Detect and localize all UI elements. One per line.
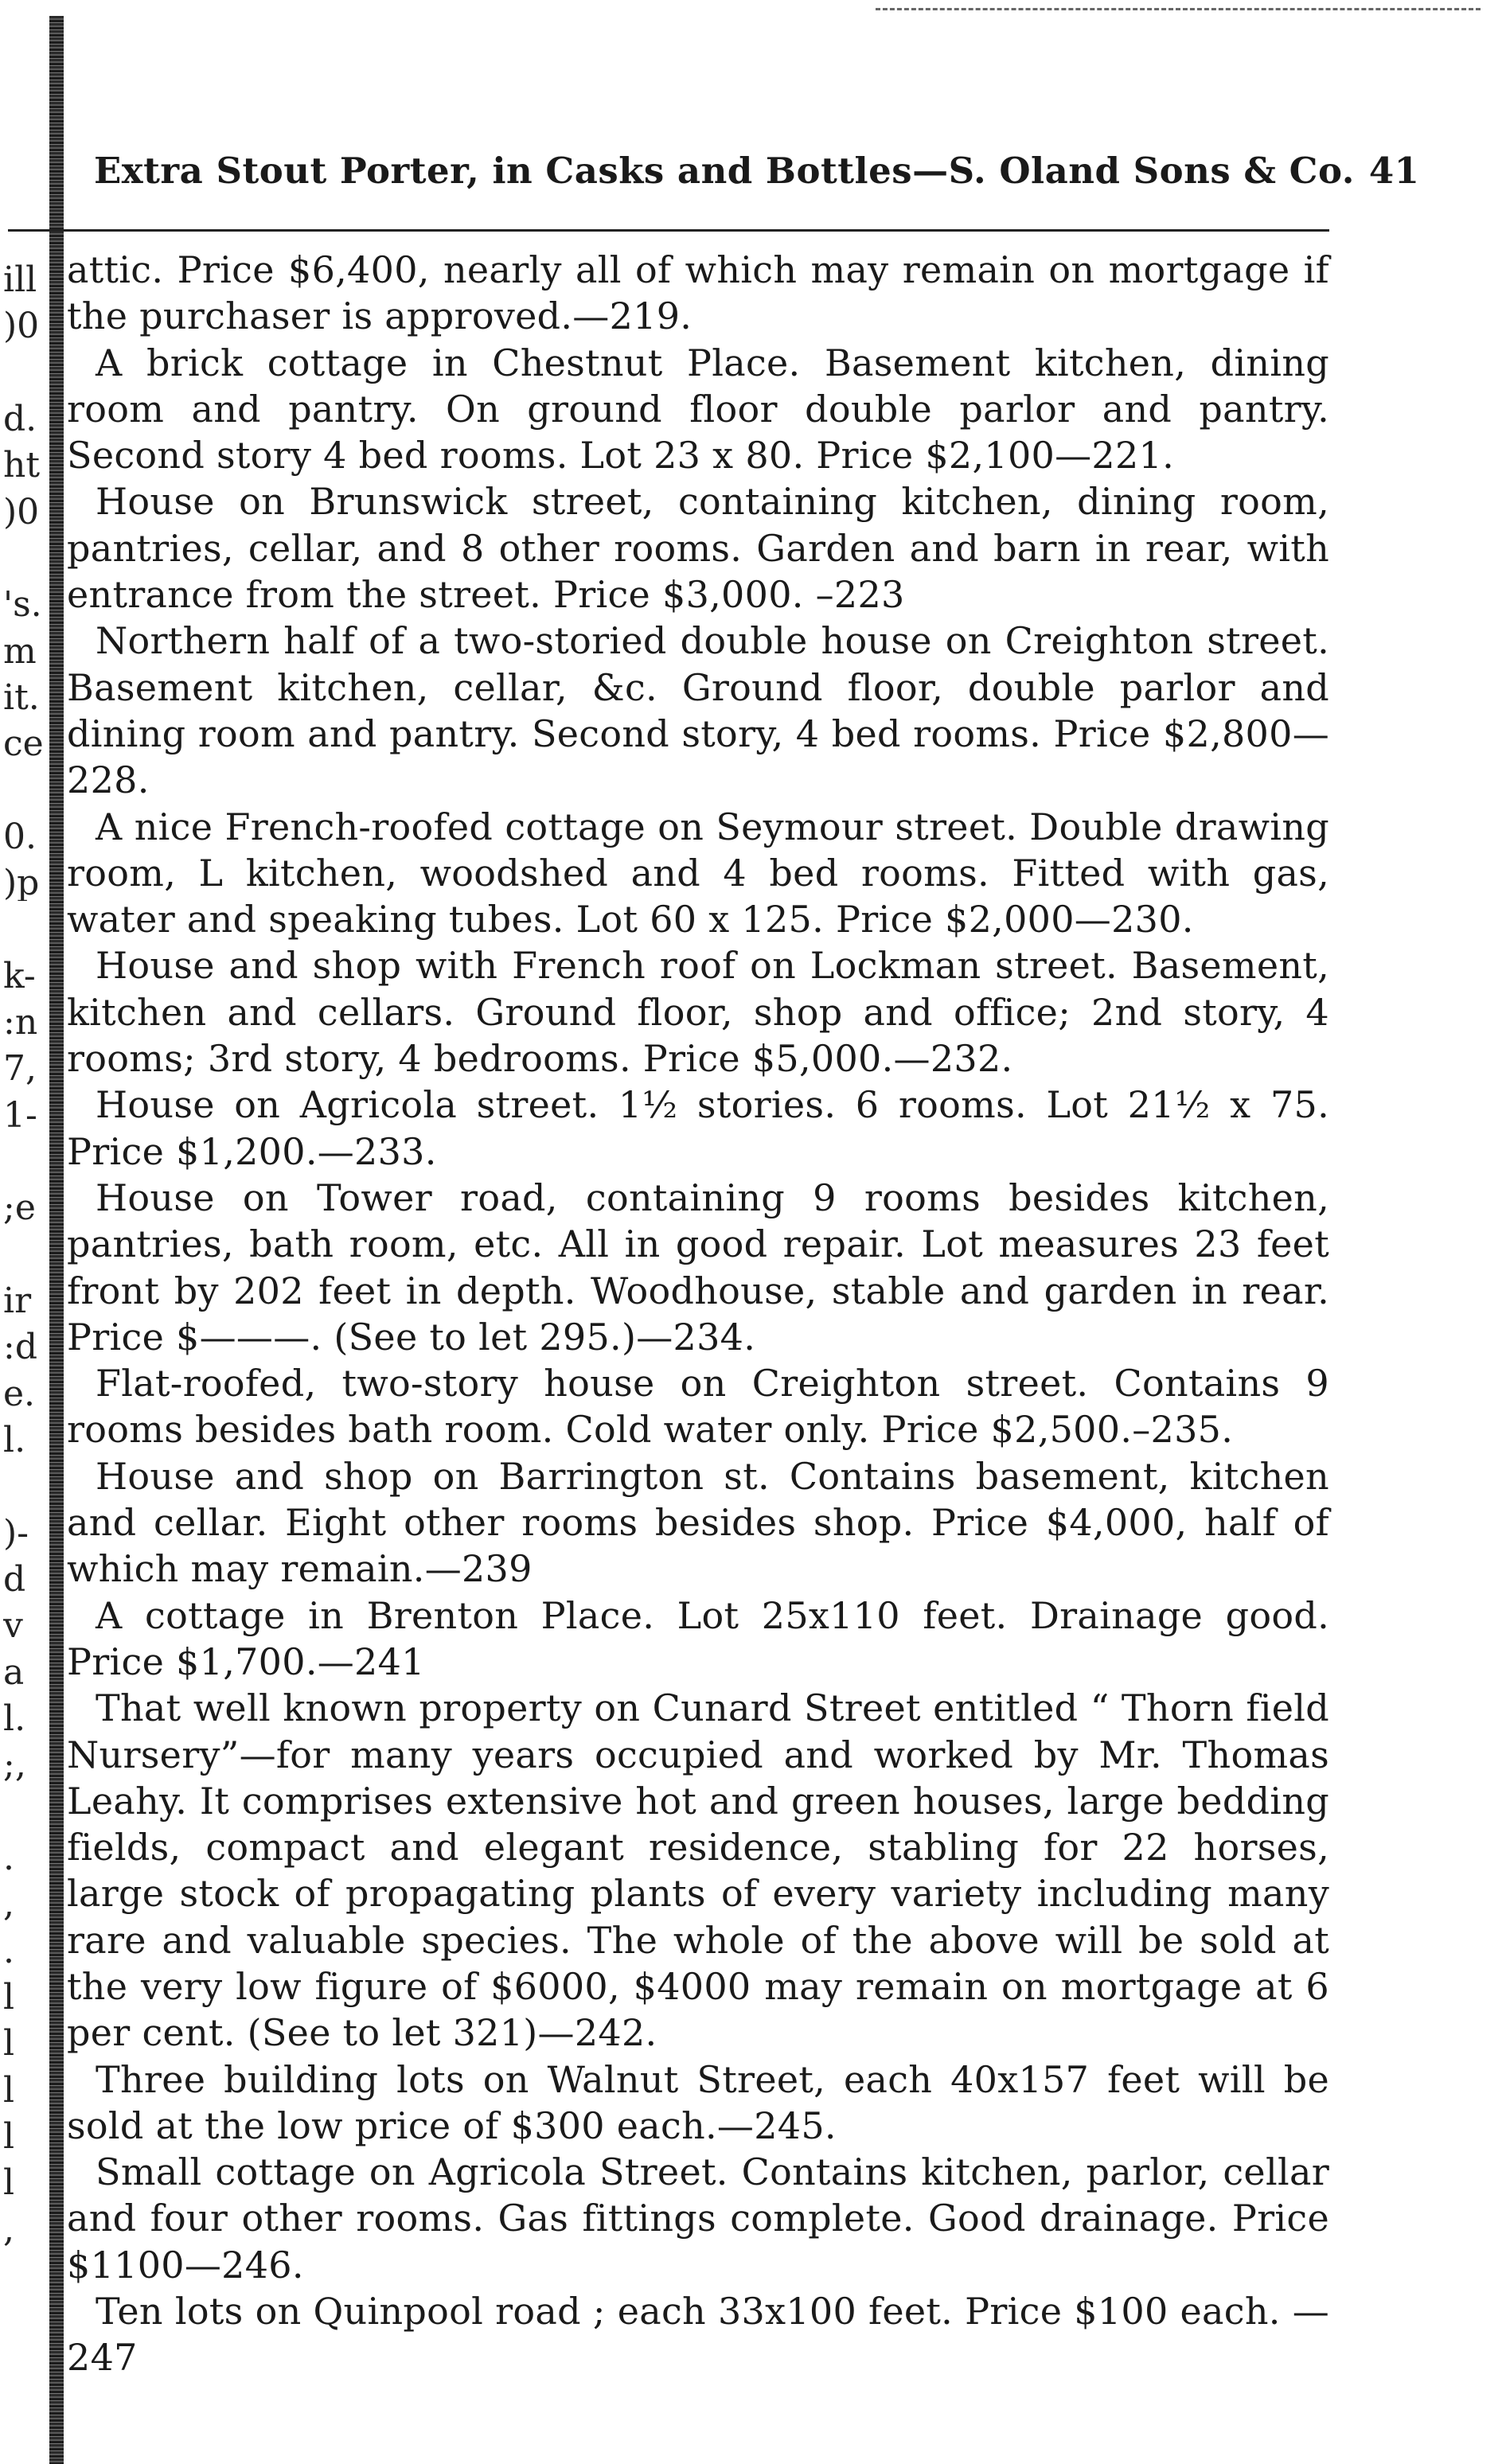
listing-entry: A nice French-roofed cottage on Seymour street. Double drawing room, L kitchen, woodshed and 4 bed rooms. Fitted with gas, water and speaking tubes. Lot 60 x 125. Price $2,000—230.: [67, 805, 1329, 942]
margin-fragment: 1-: [3, 1098, 37, 1133]
margin-fragment: ill: [3, 263, 37, 298]
margin-fragment: :n: [3, 1005, 38, 1040]
margin-fragment: v: [3, 1608, 23, 1643]
listing-entry: Three building lots on Walnut Street, each 40x157 feet will be sold at the low price of $300 each.—245.: [67, 2057, 1329, 2147]
margin-fragment: m: [3, 634, 37, 669]
margin-fragment: 7,: [3, 1051, 37, 1086]
listing-entry: House and shop with French roof on Lockman street. Basement, kitchen and cellars. Ground floor, shop and office; 2nd story, 4 rooms; 3rd story, 4 bedrooms. Price $5,000.—232.: [67, 944, 1329, 1081]
listing-entry: Northern half of a two-storied double house on Creighton street. Basement kitchen, cellar, &c. Ground floor, double parlor and dining room and pantry. Second story, 4 bed rooms. Price $2,800—228.: [67, 619, 1329, 802]
listing-entry: A cottage in Brenton Place. Lot 25x110 feet. Drainage good. Price $1,700.—241: [67, 1593, 1329, 1683]
margin-fragment: l: [3, 2026, 15, 2061]
margin-fragment: it.: [3, 680, 40, 715]
margin-fragment: ce: [3, 727, 44, 762]
margin-fragment: 0.: [3, 820, 37, 855]
margin-fragment: k-: [3, 959, 36, 994]
listings-column: [67, 247, 1329, 2381]
page-number: 41: [1368, 150, 1420, 192]
listing-entry: House on Brunswick street, containing kitchen, dining room, pantries, cellar, and 8 other rooms. Garden and barn in rear, with entrance from the street. Price $3,000. –223: [67, 480, 1329, 617]
margin-fragment: l: [3, 1980, 15, 2015]
margin-fragment: .: [3, 1934, 14, 1969]
listing-entry: House on Agricola street. 1½ stories. 6 rooms. Lot 21½ x 75. Price $1,200.—233.: [67, 1083, 1329, 1173]
listing-entry: Flat-roofed, two-story house on Creighton street. Contains 9 rooms besides bath room. Cold water only. Price $2,500.–235.: [67, 1362, 1329, 1452]
margin-fragment: ,: [3, 1887, 14, 1922]
margin-fragment: a: [3, 1655, 25, 1690]
margin-fragment: l: [3, 2166, 15, 2201]
listing-entry: attic. Price $6,400, nearly all of which may remain on mortgage if the purchaser is approved.—219.: [67, 248, 1329, 338]
listing-entry: House and shop on Barrington st. Contains basement, kitchen and cellar. Eight other rooms besides shop. Price $4,000, half of which may remain.—239: [67, 1454, 1329, 1591]
header-title: Extra Stout Porter, in Casks and Bottles—S. Oland Sons & Co.: [94, 150, 1355, 192]
margin-fragment: .: [3, 1841, 14, 1876]
margin-fragment: l.: [3, 1702, 26, 1737]
margin-fragment: 's.: [3, 587, 42, 622]
margin-fragment: ;e: [3, 1191, 36, 1226]
margin-fragment: d.: [3, 402, 37, 437]
margin-fragment: )p: [3, 866, 40, 901]
listing-entry: Ten lots on Quinpool road ; each 33x100 feet. Price $100 each. —247: [67, 2290, 1329, 2380]
adjacent-page-margin: [0, 0, 48, 2464]
margin-fragment: ht: [3, 448, 41, 483]
listing-entry: Small cottage on Agricola Street. Contains kitchen, parlor, cellar and four other rooms. Gas fittings complete. Good drainage. Price $1100—246.: [67, 2150, 1329, 2287]
margin-fragment: e.: [3, 1377, 36, 1412]
margin-fragment: ir: [3, 1284, 32, 1319]
listing-entry: A brick cottage in Chestnut Place. Basement kitchen, dining room and pantry. On ground floor double parlor and pantry. Second story 4 bed rooms. Lot 23 x 80. Price $2,100—221.: [67, 341, 1329, 478]
margin-fragment: )0: [3, 309, 40, 344]
margin-fragment: )0: [3, 495, 40, 530]
header-rule: [8, 229, 1329, 232]
top-dashed-rule: [876, 8, 1481, 10]
running-header: [94, 150, 1420, 192]
listing-entry: That well known property on Cunard Street entitled “ Thorn field Nursery”—for many years occupied and worked by Mr. Thomas Leahy. It comprises extensive hot and green houses, large bedding fields, compact and elegant residence, stabling for 22 horses, large stock of propagating plants of every variety including many rare and valuable species. The whole of the above will be sold at the very low figure of $6000, $4000 may remain on mortgage at 6 per cent. (See to let 321)—242.: [67, 1686, 1329, 2055]
margin-fragment: d: [3, 1562, 26, 1597]
margin-fragment: l: [3, 2119, 15, 2154]
page-gutter: [49, 16, 64, 2464]
margin-fragment: l: [3, 2073, 15, 2108]
margin-fragment: :d: [3, 1330, 37, 1365]
listing-entry: House on Tower road, containing 9 rooms besides kitchen, pantries, bath room, etc. All in good repair. Lot measures 23 feet front by 202 feet in depth. Woodhouse, stable and garden in rear. Price $———. (See to let 295.)—234.: [67, 1175, 1329, 1359]
margin-fragment: )-: [3, 1516, 29, 1551]
margin-fragment: l.: [3, 1423, 26, 1458]
margin-fragment: ;,: [3, 1748, 26, 1783]
margin-fragment: ,: [3, 2213, 14, 2248]
